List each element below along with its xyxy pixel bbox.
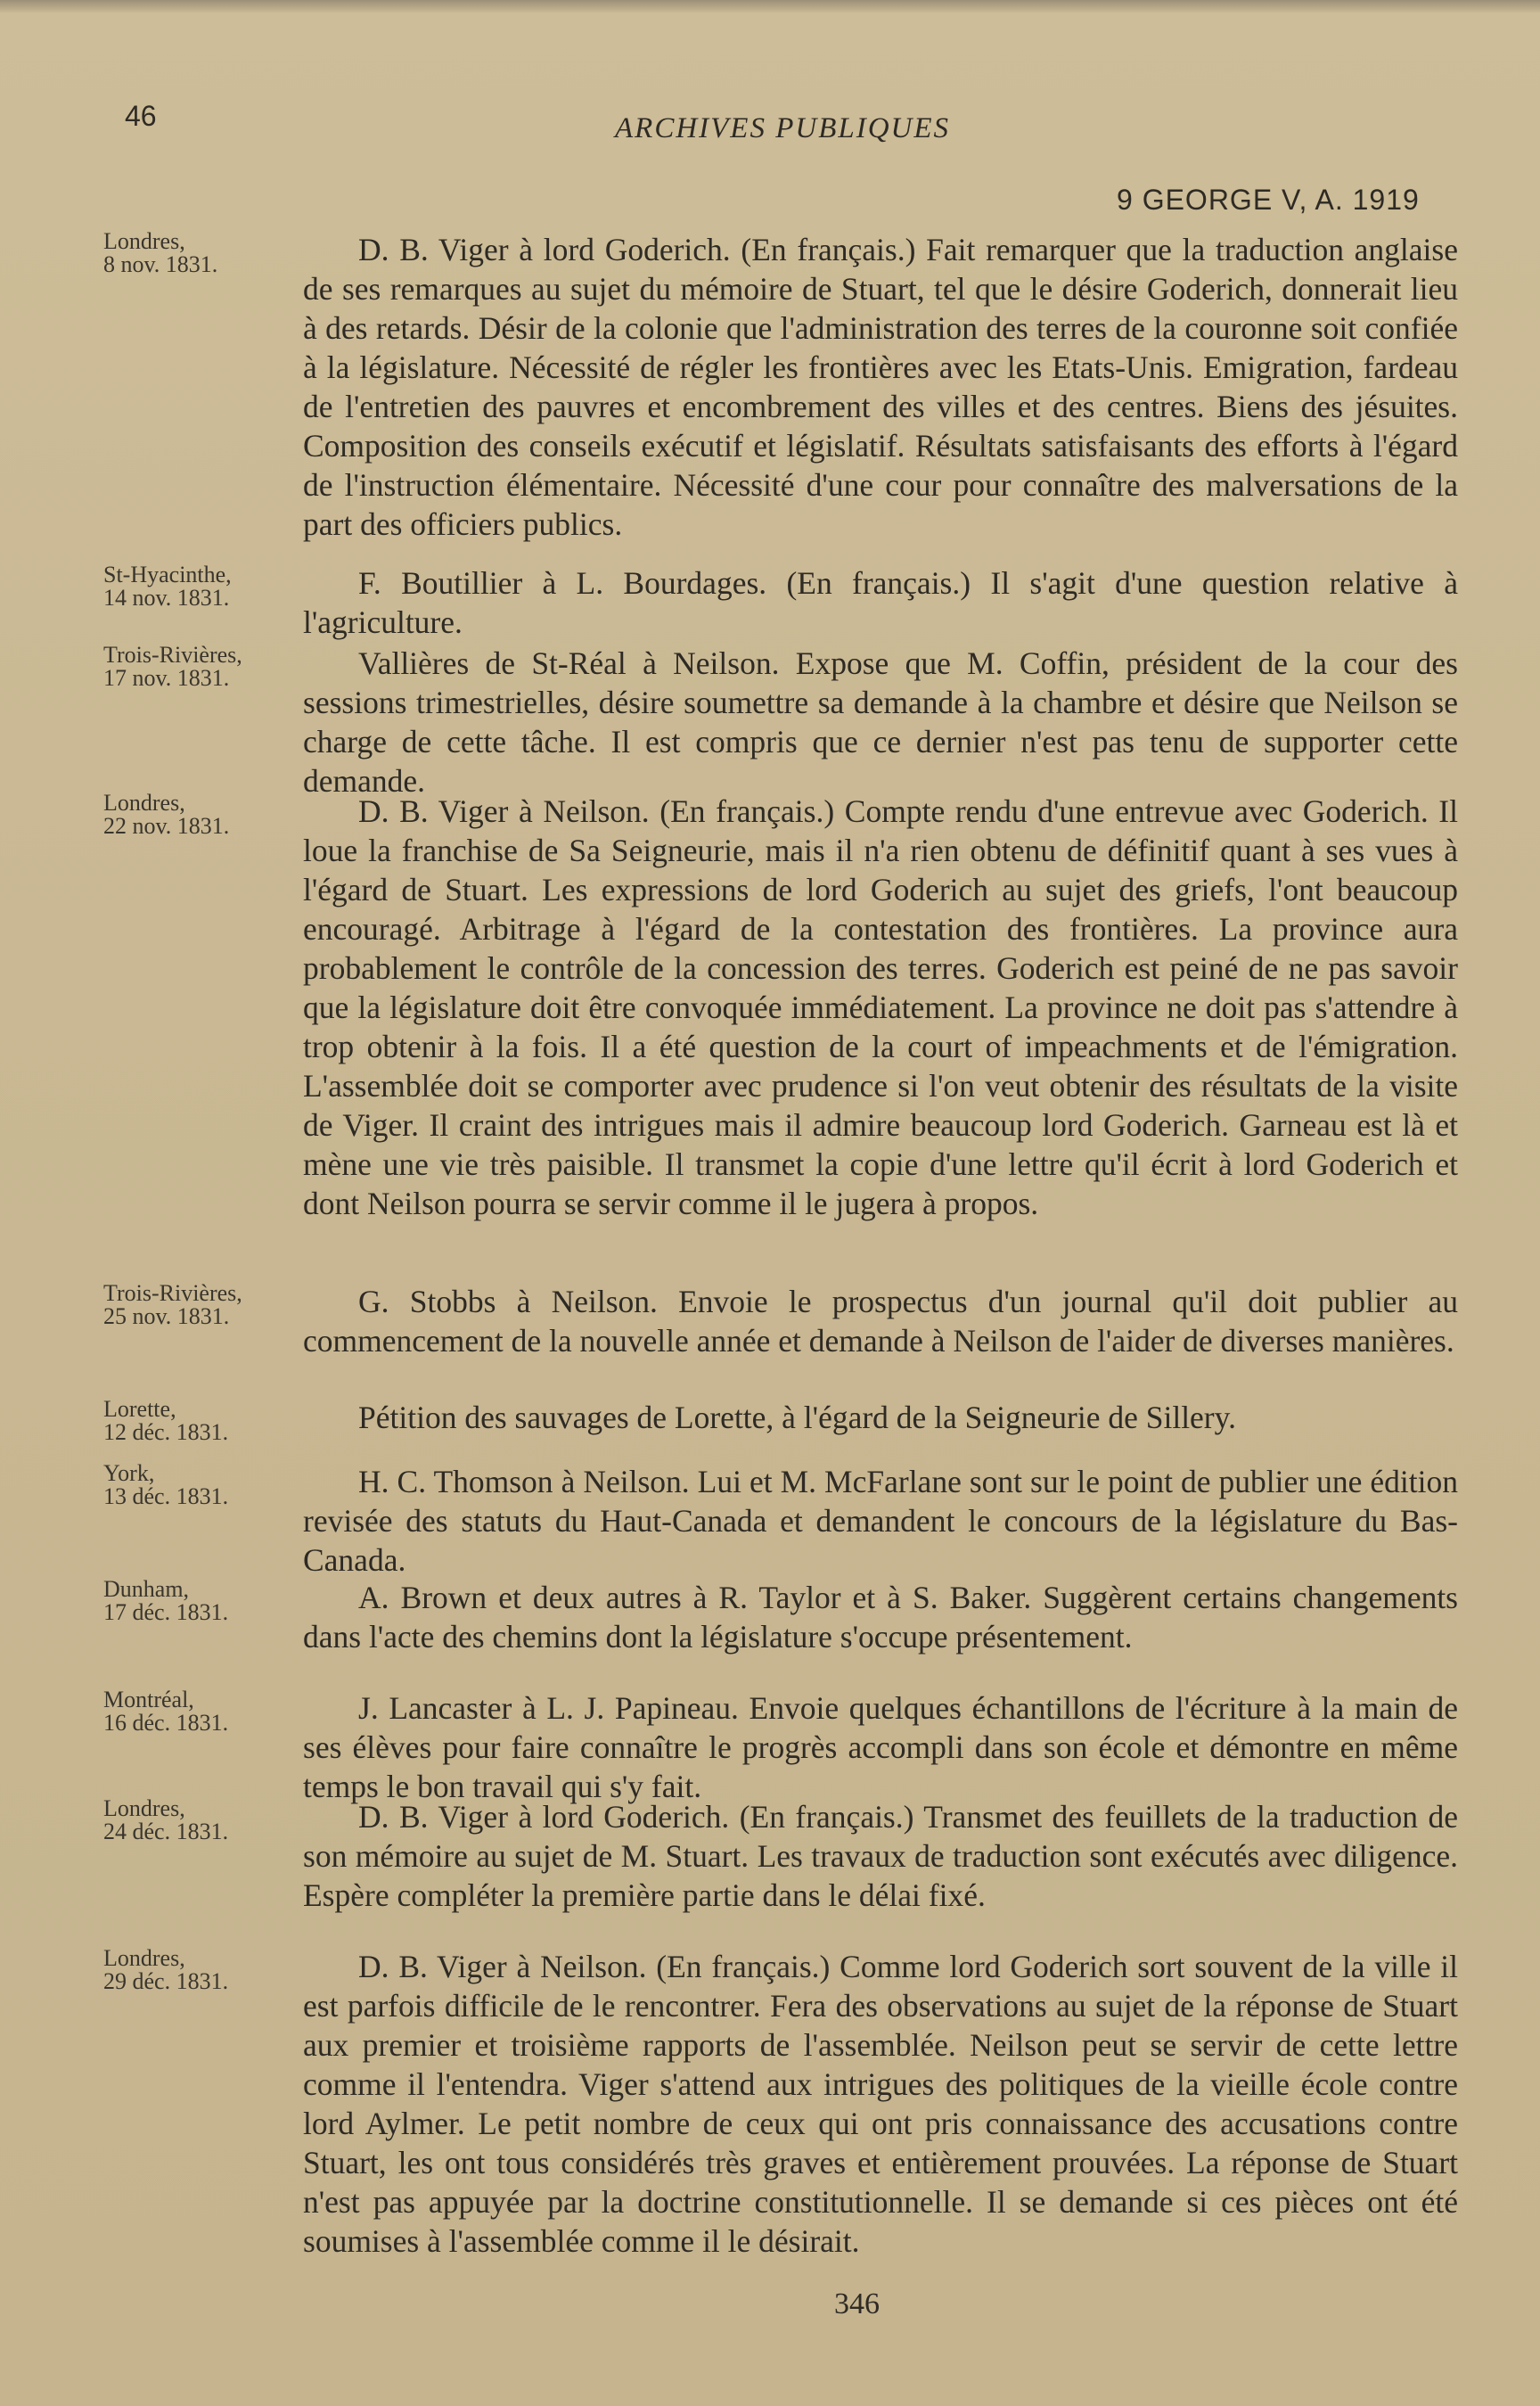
entry-text: Vallières de St-Réal à Neilson. Expose que M. Coffin, président de la cour des sessions trimestrielles, désire soumettre sa demande à la chambre et désire que Neilson se charge de cette tâche. Il est compris que ce dernier n'est pas tenu de supporter cette demande. <box>303 645 1458 799</box>
entry-text: J. Lancaster à L. J. Papineau. Envoie quelques échantillons de l'écriture à la main de ses élèves pour faire connaître le progrès accompli dans son école et démontre en même temps le bon travail qui s'y fait. <box>303 1690 1458 1804</box>
entry-text: F. Boutillier à L. Bourdages. (En français.) Il s'agit d'une question relative à l'agriculture. <box>303 565 1458 640</box>
entry-place-date: St-Hyacinthe, 14 nov. 1831. <box>103 562 232 611</box>
entry-text: A. Brown et deux autres à R. Taylor et à S. Baker. Suggèrent certains changements dans l'acte des chemins dont la législature s'occupe présentement. <box>303 1580 1458 1655</box>
entry-place-date: Dunham, 17 déc. 1831. <box>103 1576 229 1625</box>
entry-text: H. C. Thomson à Neilson. Lui et M. McFarlane sont sur le point de publier une édition revisée des statuts du Haut-Canada et demandent le concours de la législature du Bas-Canada. <box>303 1464 1458 1578</box>
entry-place-date: Trois-Rivières, 17 nov. 1831. <box>103 642 242 691</box>
entry-text: G. Stobbs à Neilson. Envoie le prospectus d'un journal qu'il doit publier au commencement de la nouvelle année et demande à Neilson de l'aider de diverses manières. <box>303 1284 1458 1359</box>
running-title: ARCHIVES PUBLIQUES <box>615 112 951 144</box>
entry-place-date: Londres, 29 déc. 1831. <box>103 1945 229 1994</box>
entry-text: Pétition des sauvages de Lorette, à l'égard de la Seigneurie de Sillery. <box>358 1400 1236 1435</box>
signature-number: 346 <box>834 2287 880 2320</box>
entry-place-date: Trois-Rivières, 25 nov. 1831. <box>103 1280 242 1329</box>
session-label: 9 GEORGE V, A. 1919 <box>1117 184 1420 216</box>
entry-text: D. B. Viger à Neilson. (En français.) Compte rendu d'une entrevue avec Goderich. Il loue la franchise de Sa Seigneurie, mais il n'a rien obtenu de définitif quant à ses vues à l'égard de Stuart. Les expressions de lord Goderich au sujet des griefs, l'ont beaucoup encouragé. Arbitrage à l'égard de la contestation des frontières. La province aura probablement le contrôle de la concession des terres. Goderich est peiné de ne pas savoir que la législature doit être convoquée immédiatement. La province ne doit pas s'attendre à trop obtenir à la fois. Il a été question de la court of impeachments et de l'émigration. L'assemblée doit se comporter avec prudence si l'on veut obtenir des résultats de la visite de Viger. Il craint des intrigues mais il admire beaucoup lord Goderich. Garneau est là et mène une vie très paisible. Il transmet la copie d'une lettre qu'il écrit à lord Goderich et dont Neilson pourra se servir comme il le jugera à propos. <box>303 793 1458 1221</box>
entry-place-date: Londres, 24 déc. 1831. <box>103 1795 229 1844</box>
entry-text: D. B. Viger à lord Goderich. (En français.) Transmet des feuillets de la traduction de son mémoire au sujet de M. Stuart. Les travaux de traduction sont exécutés avec diligence. Espère compléter la première partie dans le délai fixé. <box>303 1799 1458 1913</box>
entry-text: D. B. Viger à lord Goderich. (En français.) Fait remarquer que la traduction anglaise de ses remarques au sujet du mémoire de Stuart, tel que le désire Goderich, donnerait lieu à des retards. Désir de la colonie que l'administration des terres de la couronne soit confiée à la législature. Nécessité de régler les frontières avec les Etats-Unis. Emigration, fardeau de l'entretien des pauvres et encombrement des villes et des centres. Biens des jésuites. Composition des conseils exécutif et législatif. Résultats satisfaisants des efforts à l'égard de l'instruction élémentaire. Nécessité d'une cour pour connaître des malversations de la part des officiers publics. <box>303 232 1458 542</box>
entry-text: D. B. Viger à Neilson. (En français.) Comme lord Goderich sort souvent de la ville il est parfois difficile de le rencontrer. Fera des observations au sujet de la réponse de Stuart aux premier et troisième rapports de l'assemblée. Neilson peut se servir de cette lettre comme il l'entendra. Viger s'attend aux intrigues des politiques de la vieille école contre lord Aylmer. Le petit nombre de ceux qui ont pris connaissance des accusations contre Stuart, les ont tous considérés très graves et entièrement prouvées. La réponse de Stuart n'est pas appuyée par la doctrine constitutionnelle. Il se demande si ces pièces ont été soumises à l'assemblée comme il le désirait. <box>303 1949 1458 2259</box>
page-number: 46 <box>125 100 157 132</box>
entry-place-date: Lorette, 12 déc. 1831. <box>103 1396 229 1445</box>
entry-place-date: Londres, 22 nov. 1831. <box>103 790 230 839</box>
entry-place-date: Montréal, 16 déc. 1831. <box>103 1687 229 1736</box>
page-top-edge <box>0 0 1540 12</box>
entry-place-date: Londres, 8 nov. 1831. <box>103 228 218 277</box>
entry-place-date: York, 13 déc. 1831. <box>103 1460 229 1509</box>
